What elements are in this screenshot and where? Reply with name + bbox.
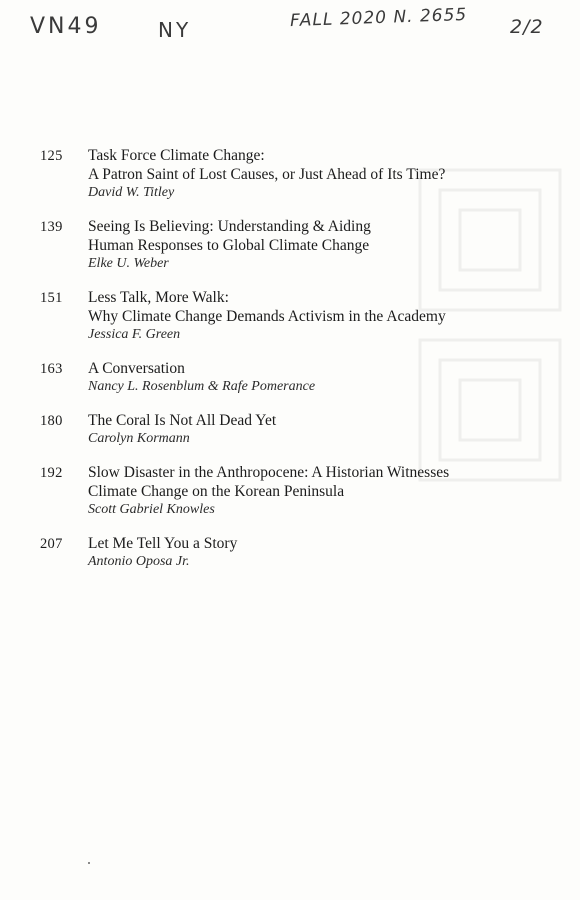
handwritten-state-note: NY (158, 18, 192, 42)
entry-body (88, 359, 540, 396)
article-title-line: Let Me Tell You a Story (88, 535, 238, 552)
article-author: Nancy L. Rosenblum & Rafe Pomerance (88, 379, 316, 394)
article-title-line: Seeing Is Believing: Understanding & Aiding (88, 218, 371, 235)
table-of-contents (40, 146, 540, 586)
toc-entry (40, 534, 540, 571)
article-title-line: The Coral Is Not All Dead Yet (88, 412, 277, 429)
handwritten-page-note: 2/2 (510, 16, 544, 38)
page-number: 192 (40, 465, 63, 481)
scan-speck (88, 862, 90, 864)
article-author: David W. Titley (88, 185, 175, 200)
toc-entry (40, 359, 540, 396)
toc-entry (40, 288, 540, 344)
handwritten-volume-note: VN49 (30, 14, 102, 39)
article-author: Antonio Oposa Jr. (88, 554, 190, 569)
toc-entry (40, 217, 540, 273)
article-title-line: Human Responses to Global Climate Change (88, 237, 370, 254)
article-title-line: Task Force Climate Change: (88, 147, 265, 164)
article-title-line: A Conversation (88, 360, 185, 377)
page-number: 180 (40, 413, 63, 429)
entry-body (88, 146, 540, 202)
handwritten-date-note: FALL 2020 N. 2655 (289, 4, 468, 32)
article-author: Carolyn Kormann (88, 431, 190, 446)
page-number: 207 (40, 536, 63, 552)
entry-body (88, 534, 540, 571)
entry-body (88, 463, 540, 519)
article-title-line: Less Talk, More Walk: (88, 289, 229, 306)
article-title-line: Slow Disaster in the Anthropocene: A Historian Witnesses (88, 464, 450, 481)
article-title-line: Why Climate Change Demands Activism in the Academy (88, 308, 446, 325)
toc-entry (40, 463, 540, 519)
entry-body (88, 411, 540, 448)
article-title-line: A Patron Saint of Lost Causes, or Just Ahead of Its Time? (88, 166, 446, 183)
entry-body (88, 217, 540, 273)
article-author: Scott Gabriel Knowles (88, 502, 215, 517)
entry-body (88, 288, 540, 344)
article-title-line: Climate Change on the Korean Peninsula (88, 483, 345, 500)
article-author: Elke U. Weber (88, 256, 169, 271)
page-number: 151 (40, 290, 63, 306)
toc-entry (40, 411, 540, 448)
page-number: 125 (40, 148, 63, 164)
page-number: 163 (40, 361, 63, 377)
article-author: Jessica F. Green (88, 327, 181, 342)
page-number: 139 (40, 219, 63, 235)
toc-entry (40, 146, 540, 202)
